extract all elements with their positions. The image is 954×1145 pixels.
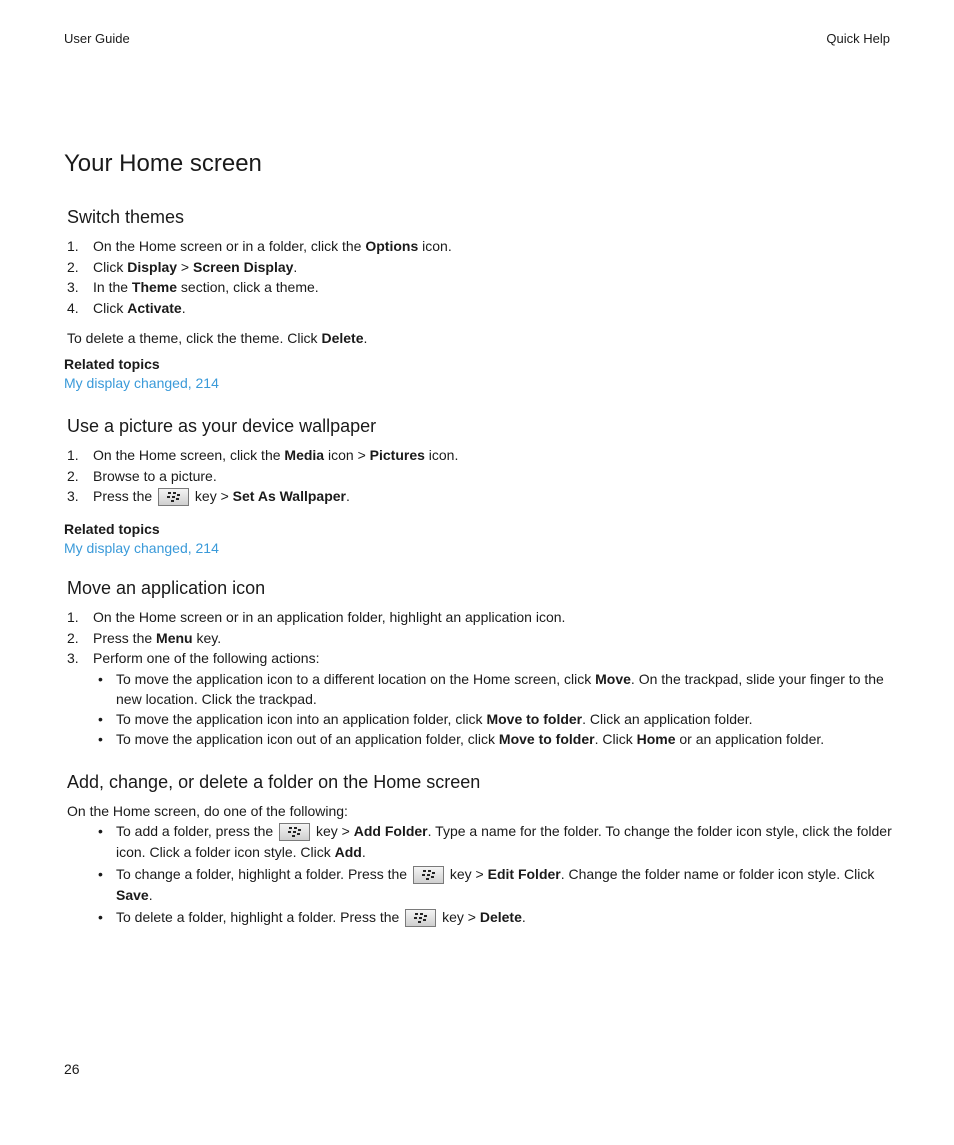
blackberry-menu-key-icon [405, 909, 436, 927]
section-title: Move an application icon [67, 578, 266, 598]
bullet-glyph: • [98, 866, 103, 882]
step-text: icon. [418, 238, 452, 254]
related-topics-heading: Related topics [64, 521, 160, 538]
step-text: . [181, 300, 186, 317]
delete-theme-note: To delete a theme, click the theme. Click Delete. [67, 329, 368, 346]
bullet-glyph: • [98, 731, 103, 748]
section-title: Switch themes [67, 207, 185, 227]
related-topic-link[interactable]: My display changed, 214 [64, 374, 219, 391]
step-text: section, click a theme. [177, 279, 319, 296]
actions-list [64, 669, 894, 749]
step-text: On the Home screen, click the [93, 447, 285, 463]
step-number: 1. [67, 447, 79, 463]
step-item [64, 257, 894, 278]
bullet-item: • To move the application icon to a different location on the Home screen, click Move. On the trackpad, slide your finger to the new location. Click the trackpad. [98, 671, 884, 708]
step-bold: Set As Wallpaper [232, 488, 346, 505]
blackberry-menu-key-icon [279, 823, 310, 841]
page-number: 26 [64, 1061, 80, 1077]
steps-list [64, 607, 894, 669]
step-bold: Activate [127, 300, 182, 317]
bullet-item: • To add a folder, press the key > Add Folder. Type a name for the folder. To change the folder icon style, click the folder icon. Click a folder icon style. Click Add. [98, 823, 892, 860]
step-number: 2. [67, 629, 79, 646]
step-item [64, 466, 894, 487]
bullet-item: • To change a folder, highlight a folder. Press the key > Edit Folder. Change the folder name or folder icon style. Click Save. [98, 866, 875, 903]
step-text: key. [192, 629, 222, 646]
section-wallpaper [64, 416, 894, 558]
step-number: 1. [67, 609, 79, 625]
section-title: Use a picture as your device wallpaper [67, 416, 377, 436]
header-right: Quick Help [826, 31, 890, 46]
section-move-icon [64, 578, 894, 749]
step-text: > [177, 258, 194, 275]
step-bold: Media [284, 447, 325, 463]
step-number: 4. [67, 300, 79, 317]
bullet-glyph: • [98, 823, 103, 839]
step-text: Click [93, 258, 128, 275]
related-topic-link[interactable]: My display changed, 214 [64, 540, 219, 557]
step-item [64, 607, 894, 628]
step-bold: Options [365, 238, 419, 254]
bullet-glyph: • [98, 909, 103, 925]
step-item [64, 628, 894, 649]
step-number: 3. [67, 650, 79, 667]
step-bold: Theme [131, 279, 178, 296]
bullet-item: • To delete a folder, highlight a folder. Press the key > Delete. [116, 907, 894, 928]
step-text: icon. [424, 447, 459, 463]
section-folders [64, 772, 894, 929]
header-left: User Guide [64, 31, 130, 46]
step-bold: Screen Display [193, 258, 294, 275]
step-text: Perform one of the following actions: [93, 650, 320, 667]
folders-intro: On the Home screen, do one of the following: [67, 803, 348, 819]
step-text: key > [191, 488, 233, 505]
step-text: In the [93, 279, 132, 296]
step-text: On the Home screen or in an application folder, highlight an application icon. [93, 609, 566, 625]
step-bold: Menu [156, 629, 193, 646]
step-text: icon > [324, 447, 370, 463]
step-text: Browse to a picture. [93, 467, 217, 484]
blackberry-menu-key-icon [413, 866, 444, 884]
steps-list [64, 445, 894, 507]
blackberry-menu-key-icon [158, 488, 189, 506]
step-text: . [346, 488, 350, 505]
steps-list [64, 236, 894, 319]
bullet-glyph: • [98, 711, 103, 728]
section-switch-themes [64, 207, 894, 393]
step-item [64, 486, 894, 507]
step-item [64, 445, 894, 466]
step-number: 2. [67, 467, 79, 484]
page-title: Your Home screen [64, 150, 262, 177]
step-item [64, 298, 894, 319]
step-item [64, 277, 894, 298]
step-text: On the Home screen or in a folder, click the [93, 238, 366, 254]
step-item [64, 648, 894, 669]
related-topics-heading: Related topics [64, 355, 160, 372]
step-text: Click [93, 300, 128, 317]
bullet-item: • To move the application icon out of an application folder, click Move to folder. Click Home or an application folder. [98, 731, 825, 748]
step-number: 3. [67, 279, 79, 296]
bullet-glyph: • [98, 671, 103, 688]
step-number: 1. [67, 238, 79, 254]
step-text: . [293, 258, 298, 275]
section-title: Add, change, or delete a folder on the Home screen [67, 772, 481, 792]
step-bold: Pictures [369, 447, 425, 463]
step-number: 2. [67, 258, 79, 275]
step-text: Press the [93, 629, 157, 646]
folder-actions-list [64, 821, 894, 928]
step-text: Press the [93, 488, 157, 505]
step-number: 3. [67, 488, 79, 505]
step-bold: Display [127, 258, 178, 275]
step-item [64, 236, 894, 257]
bullet-item: • To move the application icon into an application folder, click Move to folder. Click an application folder. [98, 711, 753, 728]
